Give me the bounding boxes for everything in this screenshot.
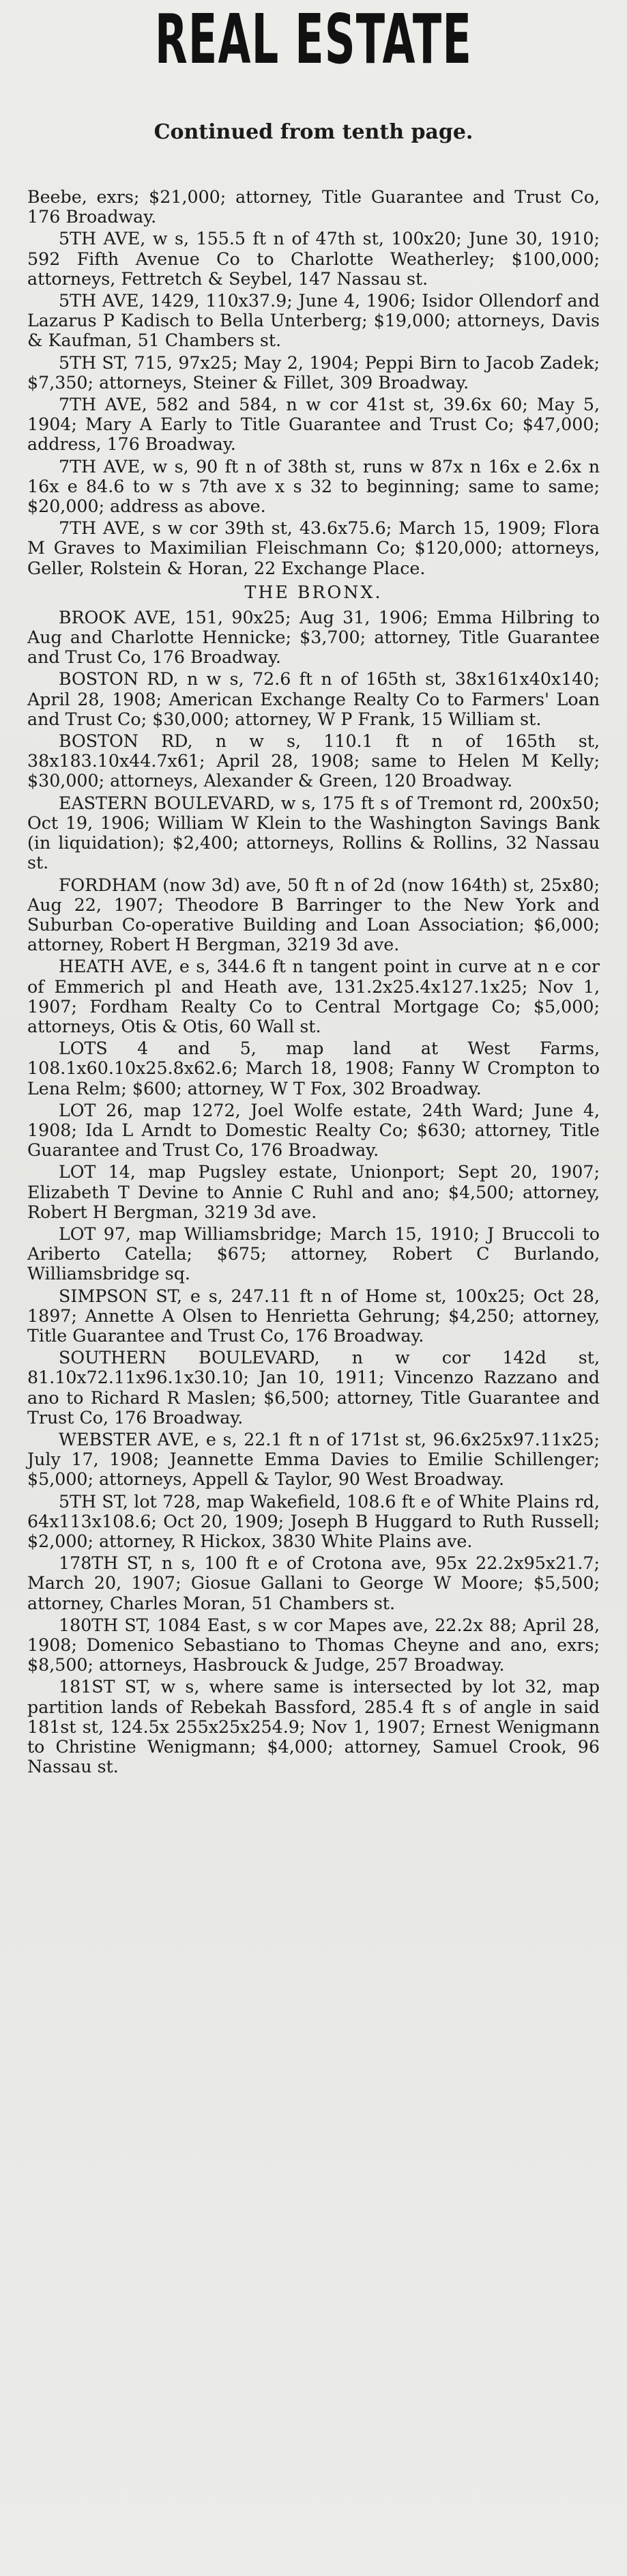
listing-entry: BOSTON RD, n w s, 110.1 ft n of 165th st, 38x183.10x44.7x61; April 28, 1908; same to Helen M Kelly; $30,000; attorneys, Alexander & Green, 120 Broadway. (27, 731, 600, 791)
listing-entry: 180TH ST, 1084 East, s w cor Mapes ave, 22.2x 88; April 28, 1908; Domenico Sebastiano to Thomas Cheyne and ano, exrs; $8,500; attorneys, Hasbrouck & Judge, 257 Broadway. (27, 1615, 600, 1675)
subhead: Continued from tenth page. (154, 120, 473, 144)
listing-entry: Beebe, exrs; $21,000; attorney, Title Guarantee and Trust Co, 176 Broadway. (27, 187, 600, 227)
listing-entry: 178TH ST, n s, 100 ft e of Crotona ave, 95x 22.2x95x21.7; March 20, 1907; Giosue Gallani to George W Moore; $5,500; attorney, Charles Moran, 51 Chambers st. (27, 1553, 600, 1613)
listing-entry: 5TH ST, 715, 97x25; May 2, 1904; Peppi Birn to Jacob Zadek; $7,350; attorneys, Steiner & Fillet, 309 Broadway. (27, 352, 600, 393)
listing-entry: LOT 14, map Pugsley estate, Unionport; Sept 20, 1907; Elizabeth T Devine to Annie C Ruhl and ano; $4,500; attorney, Robert H Bergman, 3219 3d ave. (27, 1162, 600, 1222)
listing-entry: 181ST ST, w s, where same is intersected by lot 32, map partition lands of Rebekah Bassford, 285.4 ft s of angle in said 181st st, 124.5x 255x25x254.9; Nov 1, 1907; Ernest Wenigmann to Christine Wenigmann; $4,000; attorney, Samuel Crook, 96 Nassau st. (27, 1677, 600, 1777)
listing-entry: LOT 26, map 1272, Joel Wolfe estate, 24th Ward; June 4, 1908; Ida L Arndt to Domestic Realty Co; $630; attorney, Title Guarantee and Trust Co, 176 Broadway. (27, 1100, 600, 1161)
listing-entry: 5TH AVE, 1429, 110x37.9; June 4, 1906; Isidor Ollendorf and Lazarus P Kadisch to Bella Unterberg; $19,000; attorneys, Davis & Kaufman, 51 Chambers st. (27, 291, 600, 351)
listing-entry: LOTS 4 and 5, map land at West Farms, 108.1x60.10x25.8x62.6; March 18, 1908; Fanny W Crompton to Lena Relm; $600; attorney, W T Fox, 302 Broadway. (27, 1038, 600, 1099)
listing-entry: LOT 97, map Williamsbridge; March 15, 1910; J Bruccoli to Ariberto Catella; $675; attorney, Robert C Burlando, Williamsbridge sq. (27, 1223, 600, 1284)
listing-entry: SOUTHERN BOULEVARD, n w cor 142d st, 81.10x72.11x96.1x30.10; Jan 10, 1911; Vincenzo Razzano and ano to Richard R Maslen; $6,500; attorney, Title Guarantee and Trust Co, 176 Broadway. (27, 1348, 600, 1428)
listing-entry: 5TH ST, lot 728, map Wakefield, 108.6 ft e of White Plains rd, 64x113x108.6; Oct 20, 1909; Joseph B Huggard to Ruth Russell; $2,000; attorney, R Hickox, 3830 White Plains ave. (27, 1491, 600, 1551)
headline: REAL ESTATE (154, 0, 473, 79)
listing-entry: 7TH AVE, s w cor 39th st, 43.6x75.6; March 15, 1909; Flora M Graves to Maximilian Fleischmann Co; $120,000; attorneys, Geller, Rolstein & Horan, 22 Exchange Place. (27, 518, 600, 578)
listing-entry: BROOK AVE, 151, 90x25; Aug 31, 1906; Emma Hilbring to Aug and Charlotte Hennicke; $3,700; attorney, Title Guarantee and Trust Co, 176 Broadway. (27, 607, 600, 668)
listing-entry: WEBSTER AVE, e s, 22.1 ft n of 171st st, 96.6x25x97.11x25; July 17, 1908; Jeannette Emma Davies to Emilie Schillenger; $5,000; attorneys, Appell & Taylor, 90 West Broadway. (27, 1429, 600, 1490)
listing-entry: SIMPSON ST, e s, 247.11 ft n of Home st, 100x25; Oct 28, 1897; Annette A Olsen to Henrietta Gehrung; $4,250; attorney, Title Guarantee and Trust Co, 176 Broadway. (27, 1286, 600, 1346)
listing-entry: HEATH AVE, e s, 344.6 ft n tangent point in curve at n e cor of Emmerich pl and Heath ave, 131.2x25.4x127.1x25; Nov 1, 1907; Fordham Realty Co to Central Mortgage Co; $5,000; attorneys, Otis & Otis, 60 Wall st. (27, 957, 600, 1036)
listing-entry: FORDHAM (now 3d) ave, 50 ft n of 2d (now 164th) st, 25x80; Aug 22, 1907; Theodore B Barringer to the New York and Suburban Co-operative Building and Loan Association; $6,000; attorney, Robert H Bergman, 3219 3d ave. (27, 875, 600, 955)
listing-entry: 7TH AVE, w s, 90 ft n of 38th st, runs w 87x n 16x e 2.6x n 16x e 84.6 to w s 7th ave x s 32 to beginning; same to same; $20,000; address as above. (27, 456, 600, 517)
listing-entry: 5TH AVE, w s, 155.5 ft n of 47th st, 100x20; June 30, 1910; 592 Fifth Avenue Co to Charlotte Weatherley; $100,000; attorneys, Fettretch & Seybel, 147 Nassau st. (27, 229, 600, 289)
section-heading-bronx: THE BRONX. (244, 582, 383, 602)
listing-entry: 7TH AVE, 582 and 584, n w cor 41st st, 39.6x 60; May 5, 1904; Mary A Early to Title Guarantee and Trust Co; $47,000; address, 176 Broadway. (27, 395, 600, 455)
listing-entry: EASTERN BOULEVARD, w s, 175 ft s of Tremont rd, 200x50; Oct 19, 1906; William W Klein to the Washington Savings Bank (in liquidation); $2,400; attorneys, Rollins & Rollins, 32 Nassau st. (27, 793, 600, 873)
listing-entry: BOSTON RD, n w s, 72.6 ft n of 165th st, 38x161x40x140; April 28, 1908; American Exchange Realty Co to Farmers' Loan and Trust Co; $30,000; attorney, W P Frank, 15 William st. (27, 669, 600, 729)
